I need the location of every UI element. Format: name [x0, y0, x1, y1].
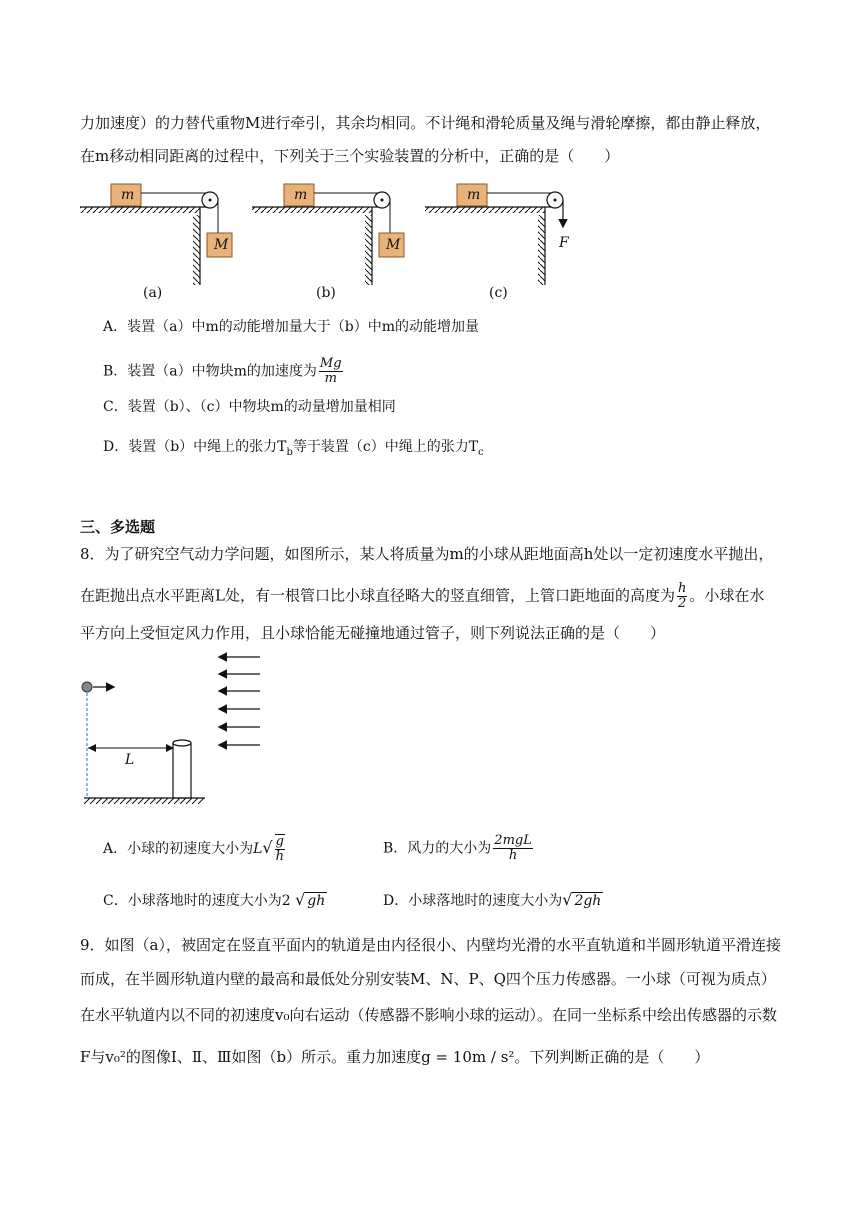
label-F: F	[559, 235, 569, 251]
q9-line-2: 而成，在半圆形轨道内壁的最高和最低处分别安装M、N、P、Q四个压力传感器。一小球（可视为质点）	[80, 970, 776, 988]
caption-a: (a)	[143, 285, 163, 301]
figure-c	[425, 184, 563, 285]
label-L: L	[125, 752, 135, 768]
label-m-c: m	[467, 187, 481, 203]
label-M-a: M	[214, 237, 229, 253]
tube	[173, 743, 191, 798]
q8-option-a: A．小球的初速度大小为L√ $\frac{g}{h}$	[103, 834, 284, 864]
q7-line-2: 在m移动相同距离的过程中，下列关于三个实验装置的分析中，正确的是（ ）	[80, 147, 620, 165]
q9-line-3: 在水平轨道内以不同的初速度v₀向右运动（传感器不影响小球的运动）。在同一坐标系中绘出传感器的示数	[80, 1006, 777, 1024]
q8-option-b: B．风力的大小为 $\frac{\text{2mgL}}{h}$	[383, 833, 532, 863]
q7-line-1: 力加速度）的力替代重物M进行牵引，其余均相同。不计绳和滑轮质量及绳与滑轮摩擦，都由静止释放，	[80, 114, 771, 132]
ball	[82, 682, 92, 692]
q7-option-d: D．装置（b）中绳上的张力$T_b$等于装置（c）中绳上的张力$T_c$	[103, 439, 484, 458]
q9-line-1: 9．如图（a），被固定在竖直平面内的轨道是由内径很小、内壁均光滑的水平直轨道和半圆形轨道平滑连接	[80, 936, 781, 954]
q8-figure	[82, 657, 260, 804]
q9-line-4: F与v₀²的图像Ⅰ、Ⅱ、Ⅲ如图（b）所示。重力加速度g = 10m / s²。下列判断正确的是（ ）	[80, 1048, 710, 1066]
q8-option-c: C．小球落地时的速度大小为2 √ gh	[103, 890, 326, 909]
label-m-b: m	[294, 187, 308, 203]
label-m-a: m	[121, 187, 135, 203]
q8-line-2: 在距抛出点水平距离L处，有一根管口比小球直径略大的竖直细管，上管口距地面的高度为 $\frac{h}{2}$ 。小球在水	[80, 581, 765, 611]
figure-a	[80, 184, 232, 285]
label-M-b: M	[386, 237, 401, 253]
q8-option-d: D．小球落地时的速度大小为√ 2gh	[383, 890, 602, 909]
caption-c: (c)	[489, 285, 508, 301]
section-title: 三、多选题	[80, 518, 156, 536]
wind-arrows	[220, 657, 260, 745]
q7-option-b: B．装置（a）中物块m的加速度为 $\frac{Mg}{m}$	[103, 356, 342, 386]
figure-b	[252, 184, 404, 285]
q7-option-a: A．装置（a）中m的动能增加量大于（b）中m的动能增加量	[103, 319, 479, 335]
q8-line-3: 平方向上受恒定风力作用，且小球恰能无碰撞地通过管子，则下列说法正确的是（ ）	[80, 624, 666, 642]
q7-option-c: C．装置（b）、（c）中物块m的动量增加量相同	[103, 399, 396, 415]
q8-line-1: 8．为了研究空气动力学问题，如图所示，某人将质量为m的小球从距地面高h处以一定初速度水平抛出，	[80, 545, 774, 563]
caption-b: (b)	[316, 285, 336, 301]
